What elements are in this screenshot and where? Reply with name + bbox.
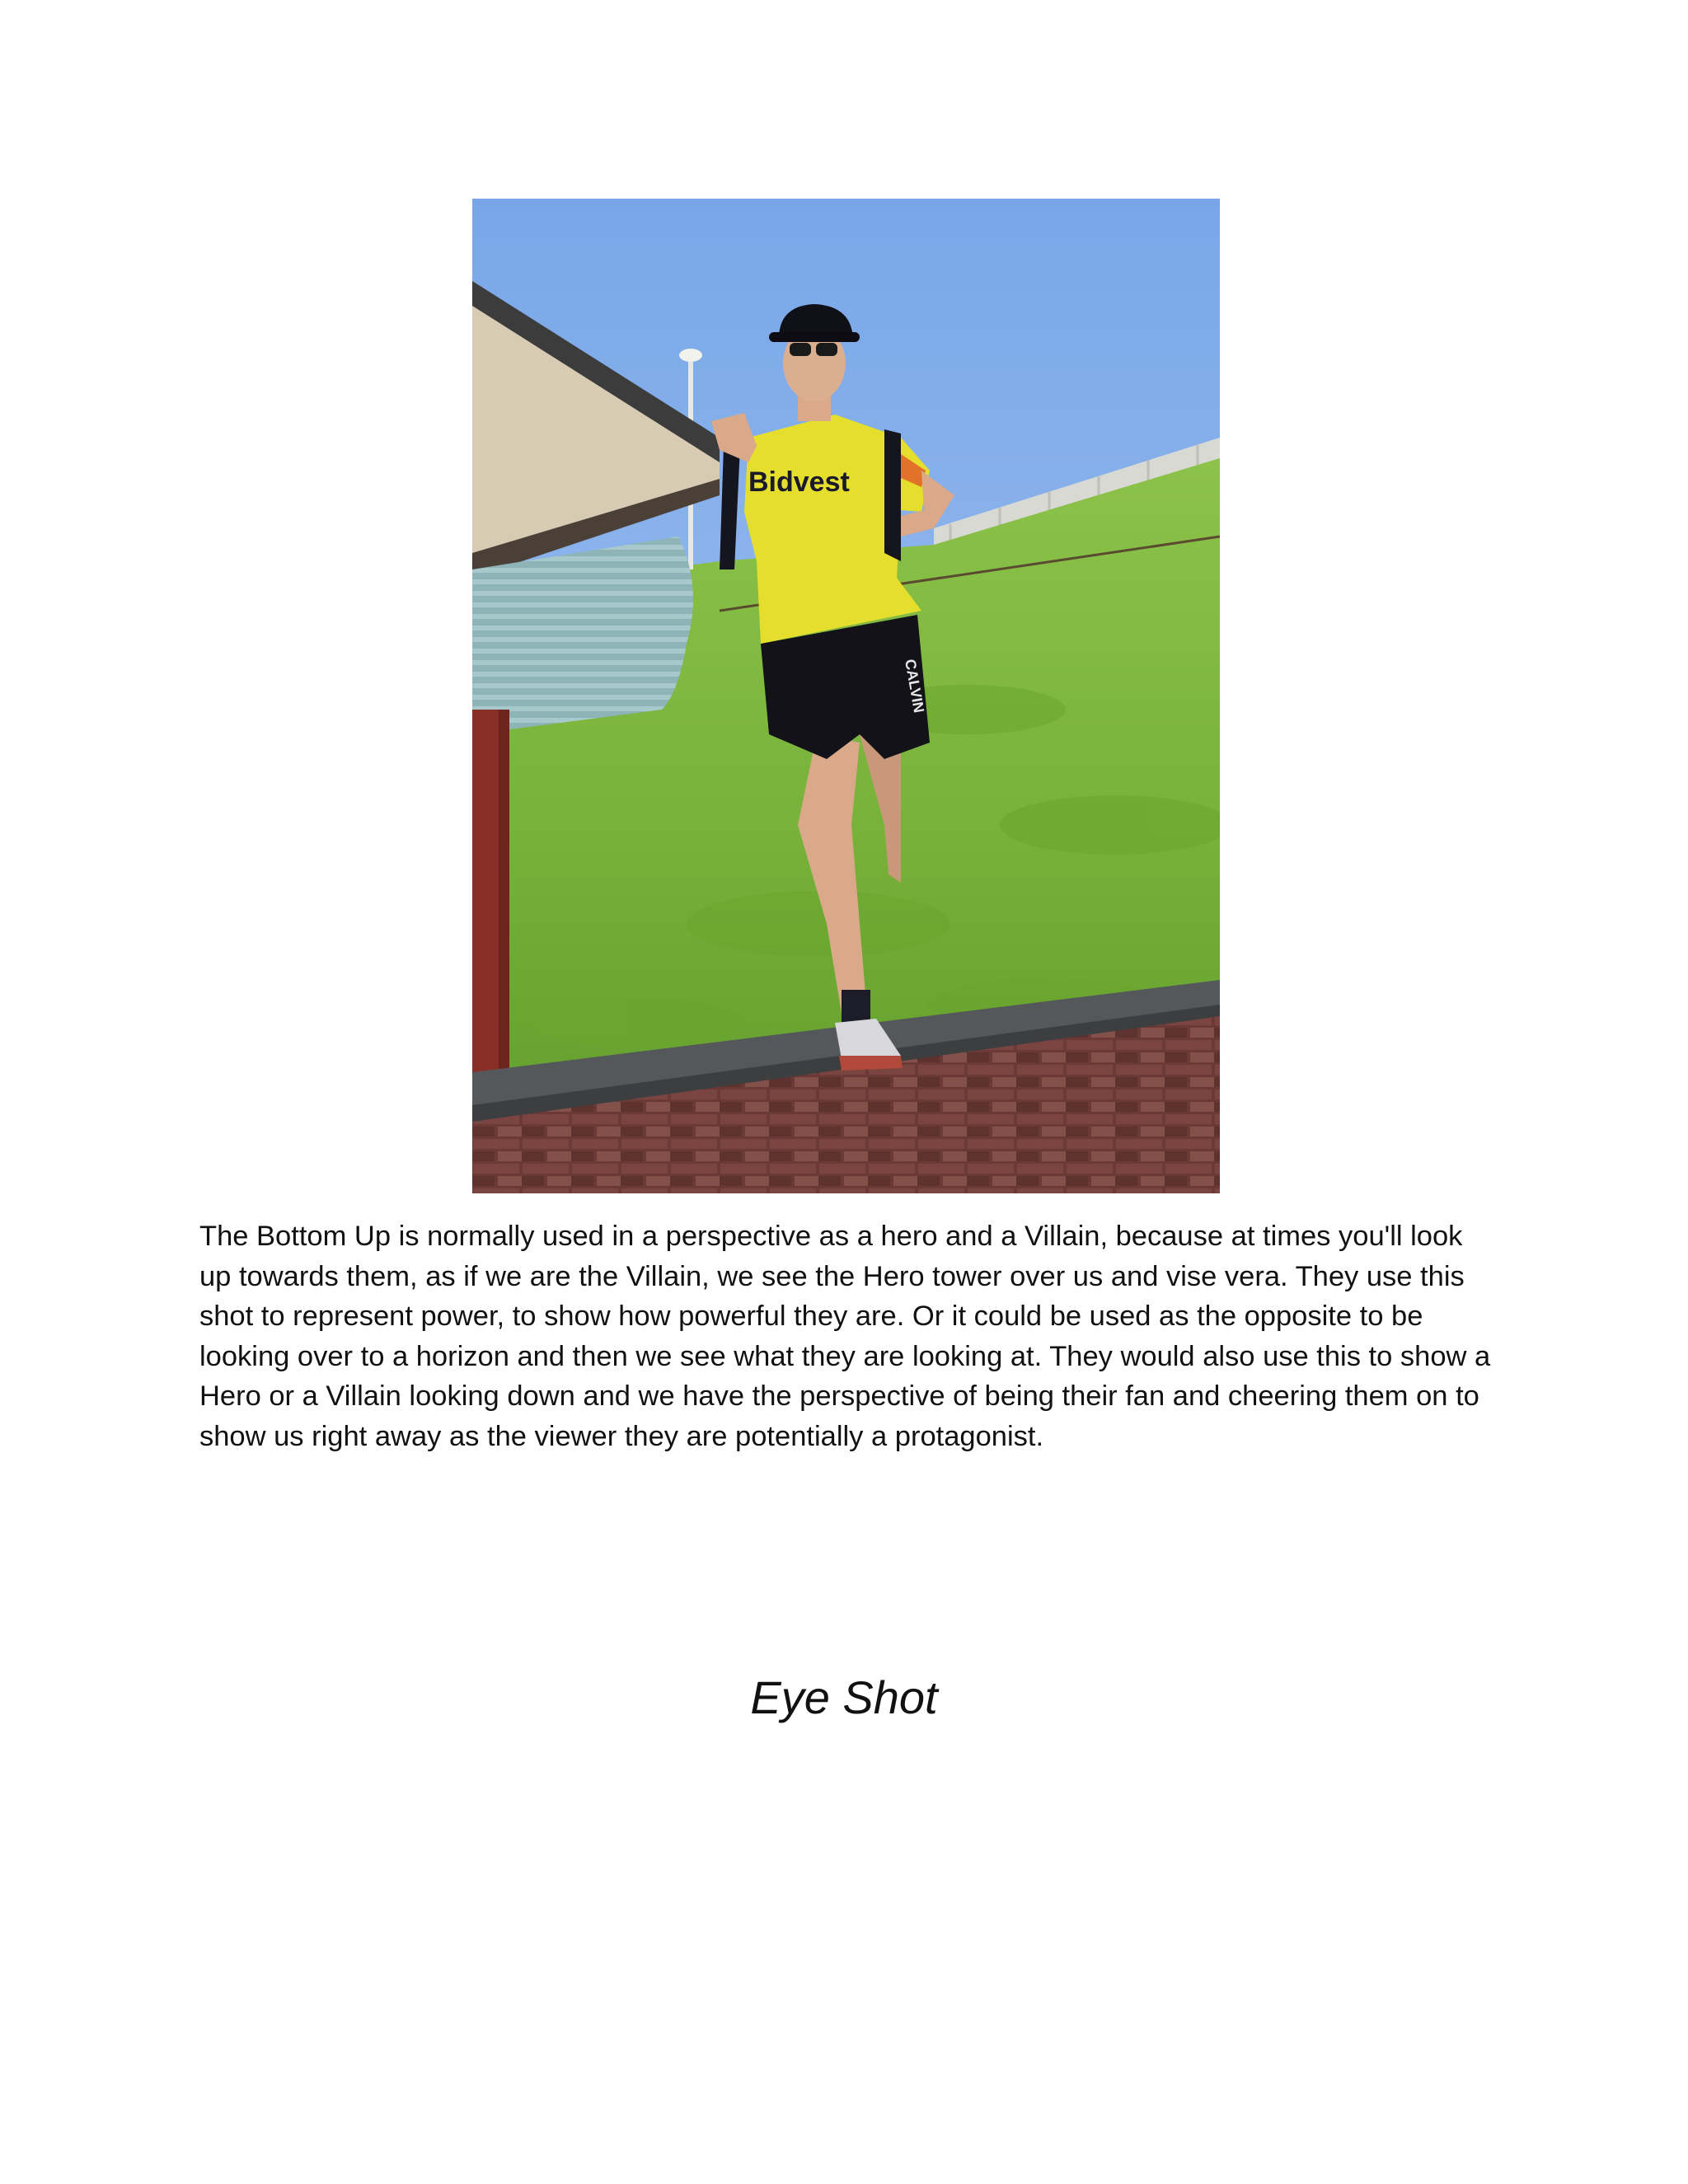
section-heading: Eye Shot: [750, 1671, 938, 1723]
bottom-up-photo: [472, 199, 1220, 1193]
photograph-icon: [472, 199, 1220, 1193]
jersey-sponsor-text: Bidvest: [748, 466, 850, 498]
body-paragraph: The Bottom Up is normally used in a perspective as a hero and a Villain, because at times you'll look up towards them, as if we are the Villain, we see the Hero tower over us and vise vera. They use this shot to represent power, to show how powerful they are. Or it could be used as the opposite to be looking over to a horizon and then we see what they are looking at. They would also use this to show a Hero or a Villain looking down and we have the perspective of being their fan and cheering them on to show us right away as the viewer they are potentially a protagonist.: [199, 1221, 1491, 1452]
shorts-logo-text: CALVIN: [902, 658, 928, 715]
